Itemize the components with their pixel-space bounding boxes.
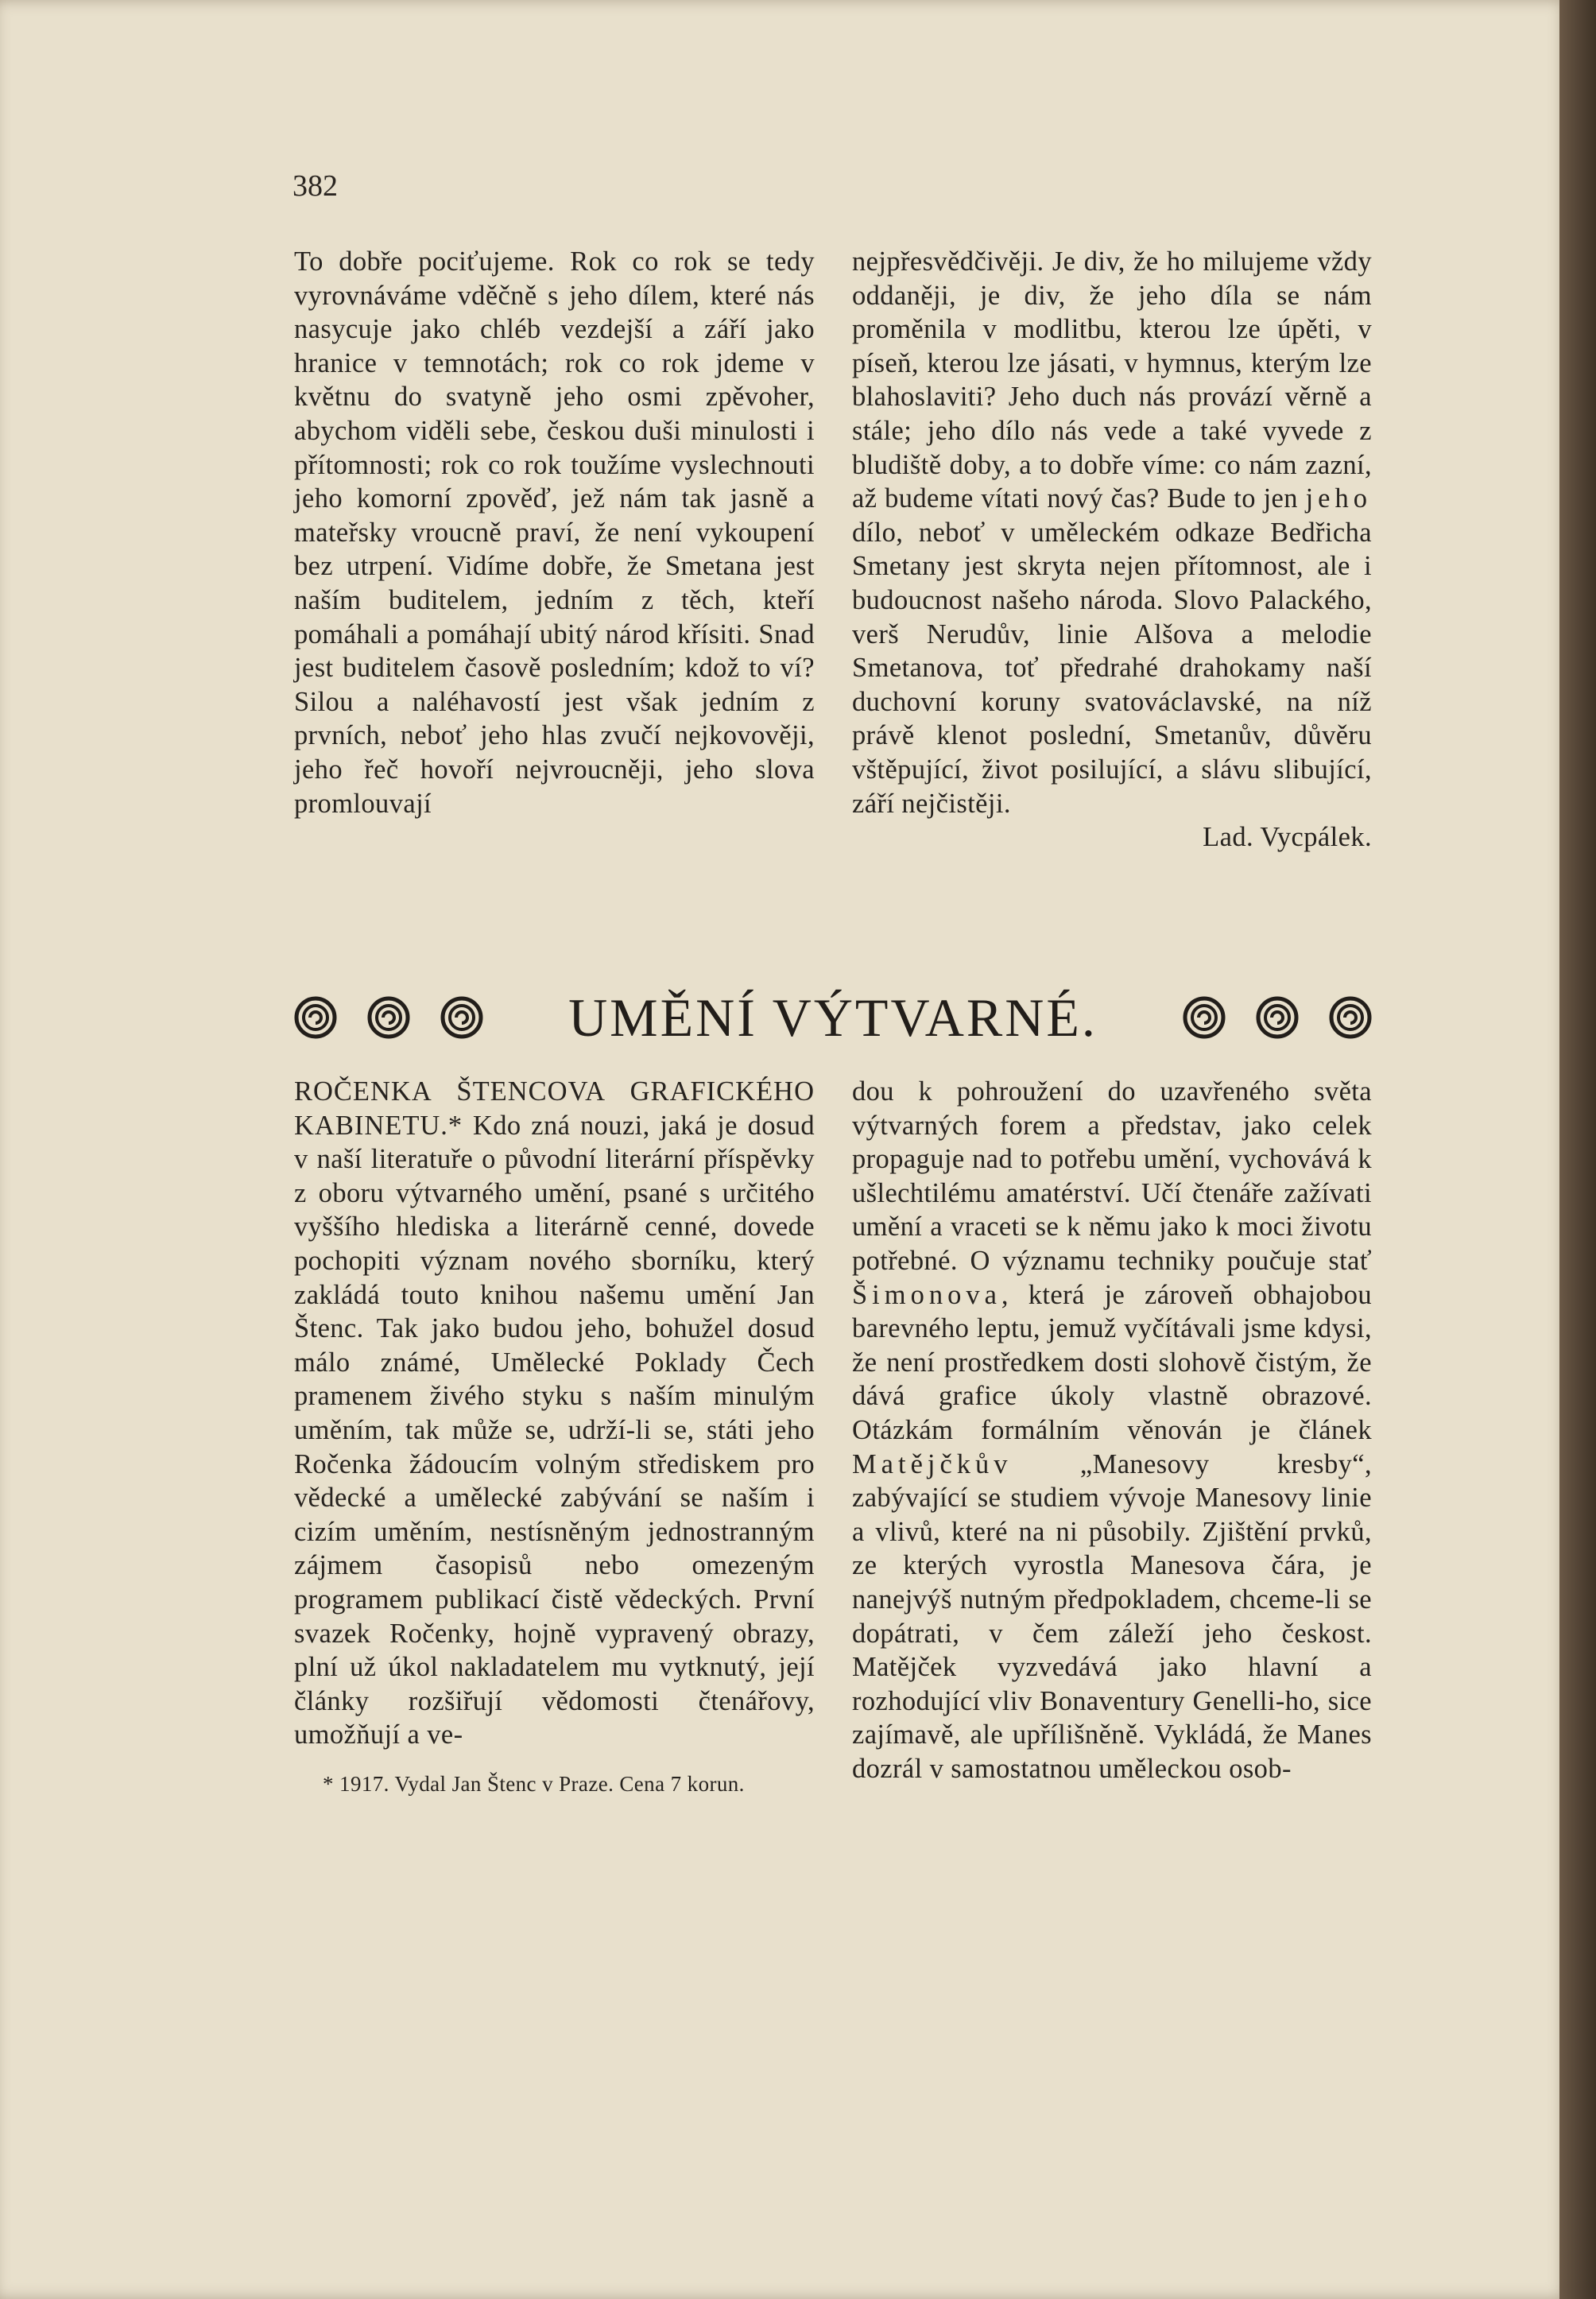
- top-right-column: [852, 245, 1372, 855]
- spiral-rosette-icon: [1329, 996, 1372, 1039]
- section-title: UMĚNÍ VÝTVARNÉ.: [568, 987, 1098, 1048]
- bottom-left-column: [294, 1075, 815, 1798]
- spiral-rosette-icon: [1256, 996, 1299, 1039]
- essay-text-left: To dobře pociťujeme. Rok co rok se tedy vyrovnáváme vděčně s jeho dílem, které nás nasycuje jako chléb vezdejší a září jako hranice v temnotách; rok co rok jdeme v květnu do svatyně jeho osmi zpěvoher, abychom viděli sebe, českou duši minulosti i přítomnosti; rok co rok toužíme vyslechnouti jeho komorní zpověď, jež nám tak jasně a mateřsky vroucně praví, že není vykoupení bez utrpení. Vidíme dobře, že Smetana jest naším buditelem, jedním z těch, kteří pomáhali a pomáhají ubitý národ křísiti. Snad jest buditelem časově posledním; kdož to ví? Silou a naléhavostí jest však jedním z prvních, neboť jeho hlas zvučí nejkovověji, jeho řeč hovoří nejvroucněji, jeho slova promlouvají: [294, 246, 815, 819]
- ornament-group-right: [1183, 996, 1372, 1039]
- section-header: [294, 984, 1372, 1051]
- essay-text-right-part2: dílo, neboť v uměleckém odkaze Bedřicha Smetany jest skryta nejen přítomnost, ale i budoucnost našeho národa. Slovo Palackého, verš Nerudův, linie Alšova a melodie Smetanova, toť předrahé drahokamy naší duchovní koruny svatováclavské, na níž právě klenot poslední, Smetanův, důvěru vštěpující, život posilující, a slávu slibující, září nejčistěji.: [852, 517, 1372, 819]
- spiral-rosette-icon: [1183, 996, 1226, 1039]
- review-heading: ROČENKA ŠTENCOVA GRAFICKÉHO KABINETU.*: [294, 1076, 815, 1141]
- essay-text-right: [852, 245, 1372, 820]
- review-body-right-part1: dou k pohroužení do uzavřeného světa výtvarných forem a představ, jako celek propaguje nad to potřebu umění, vychovává k ušlechtilému amatérství. Učí čtenáře zažívati umění a vraceti se k němu jako k moci životu potřebné. O významu techniky poučuje stať: [852, 1076, 1372, 1276]
- author-signature: Lad. Vycpálek.: [1203, 822, 1372, 853]
- footnote: * 1917. Vydal Jan Štenc v Praze. Cena 7 korun.: [323, 1771, 745, 1796]
- spiral-rosette-icon: [440, 996, 483, 1039]
- spiral-rosette-icon: [367, 996, 410, 1039]
- book-spine-edge: [1559, 0, 1596, 2299]
- spiral-rosette-icon: [294, 996, 337, 1039]
- review-body-right-part2: , která je zároveň obhajobou barevného leptu, jemuž vyčítávali jsme kdysi, že není prostředkem dosti slohově čistým, že dává grafice úkoly vlastně obrazové. Otázkám formálním věnován je článek: [852, 1279, 1372, 1445]
- bottom-right-column: [852, 1075, 1372, 1785]
- ornament-group-left: [294, 996, 483, 1039]
- review-text-right: [852, 1075, 1372, 1785]
- emphasized-name-matejcek: Matějčkův: [852, 1448, 1013, 1479]
- review-text-left: [294, 1075, 815, 1752]
- emphasized-word: jeho: [1305, 483, 1372, 514]
- review-body-left: Kdo zná nouzi, jaká je dosud v naší literatuře o původní literární příspěvky z oboru výtvarného umění, psané s určitého vyššího hlediska a literárně cenné, dovede pochopiti význam nového sborníku, který zakládá touto knihou našemu umění Jan Štenc. Tak jako budou jeho, bohužel dosud málo známé, Umělecké Poklady Čech pramenem živého styku s naším minulým uměním, tak může se, udrží-li se, státi jeho Ročenka žádoucím volným střediskem pro vědecké a umělecké zabývání se naším i cizím uměním, nestísněným jednostranným zájmem časopisů nebo omezeným programem publikací čistě vědeckých. První svazek Ročenky, hojně vypravený obrazy, plní už úkol nakladatelem mu vytknutý, její články rozšiřují vědomosti čtenářovy, umožňují a ve-: [294, 1110, 815, 1750]
- top-left-column: [294, 245, 815, 820]
- essay-text-right-part1: nejpřesvědčivěji. Je div, že ho milujeme vždy oddaněji, je div, že jeho díla se nám proměnila v modlitbu, kterou lze úpěti, v píseň, kterou lze jásati, v hymnus, kterým lze blahoslaviti? Jeho duch nás provází věrně a stále; jeho dílo nás vede a také vyvede z bludiště doby, a to dobře víme: co nám zazní, až budeme vítati nový čas? Bude to jen: [852, 246, 1372, 514]
- review-body-right-part3: „Manesovy kresby“, zabývající se studiem vývoje Manesovy linie a vlivů, které na ni působily. Zjištění prvků, ze kterých vyrostla Manesova čára, je nanejvýš nutným předpokladem, chceme-li se dopátrati, v čem záleží jeho českost. Matějček vyzvedává jako hlavní a rozhodující vliv Bonaventury Genelli-ho, sice zajímavě, ale upřílišněně. Vykládá, že Manes dozrál v samostatnou uměleckou osob-: [852, 1448, 1373, 1784]
- emphasized-name-simon: Šimonova: [852, 1279, 1001, 1310]
- signature-line: [852, 820, 1372, 855]
- page-number: 382: [292, 169, 338, 203]
